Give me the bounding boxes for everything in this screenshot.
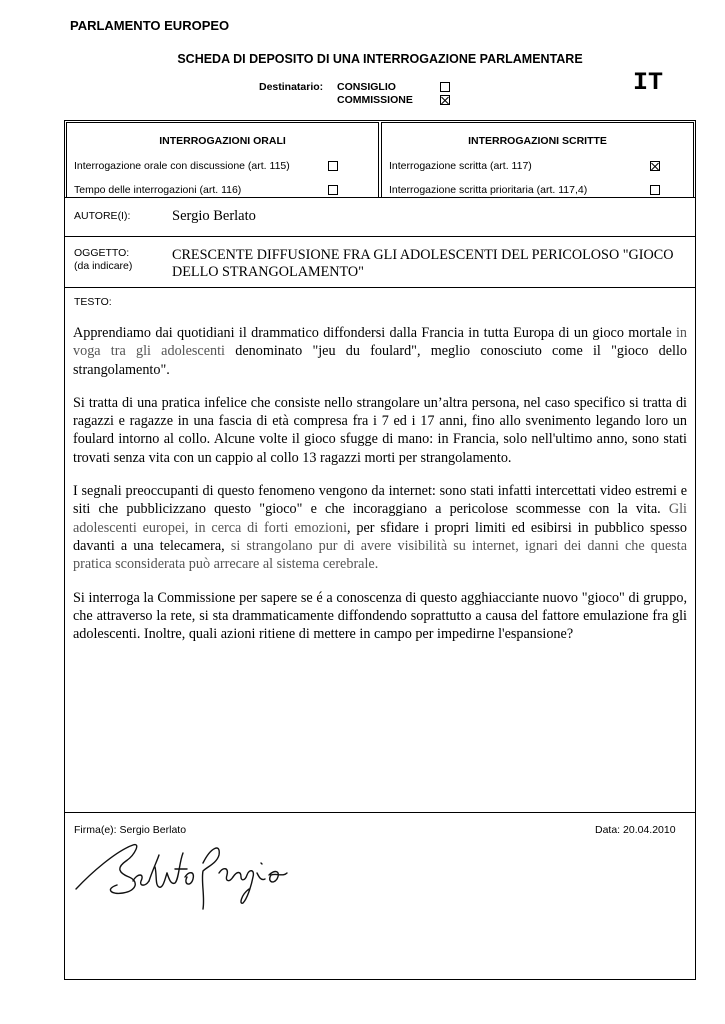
question-body: [73, 324, 687, 658]
paragraph-2: Si tratta di una pratica infelice che consiste nello strangolare un’altra persona, nel caso specifico si tratta di ragazzi e ragazze in una fascia di età compresa fra i 7 ed i 17 anni, fino allo svenimento legando loro un foulard intorno al collo. Alcune volte il gioco sfugge di mano: in Francia, solo nell'ultimo anno, sono stati trovati senza vita con un cappio al collo 13 ragazzi morti per strangolamento.: [73, 394, 687, 466]
oral-questions-title: INTERROGAZIONI ORALI: [159, 135, 286, 147]
subject-label: OGGETTO:: [74, 247, 130, 259]
written-questions-title: INTERROGAZIONI SCRITTE: [468, 135, 607, 147]
oral-item-discussion-label: Interrogazione orale con discussione (art. 115): [74, 160, 290, 172]
paragraph-1-part-a: Apprendiamo dai quotidiani il drammatico diffondersi dalla Francia in tutta Europa di un gioco mortale: [73, 325, 676, 341]
date-label: Data: 20.04.2010: [595, 824, 676, 836]
oral-item-discussion-checkbox[interactable]: [328, 161, 338, 171]
written-item-standard-checkbox[interactable]: [650, 161, 660, 171]
author-label: AUTORE(I):: [74, 210, 131, 222]
subject-note: (da indicare): [74, 260, 133, 272]
author-value: Sergio Berlato: [172, 208, 256, 224]
recipient-commissione-label: COMMISSIONE: [337, 94, 413, 106]
signature-section: [64, 812, 696, 980]
written-questions-panel: [381, 122, 694, 198]
paragraph-1-part-c: denominato "jeu du foulard", meglio conosciuto come il "gioco dello strangolamento".: [73, 343, 687, 378]
paragraph-3-part-d: si strangolano pur di avere visibilità su internet, ignari dei danni che questa pratica sconsiderata può arrecare al sistema cerebrale.: [73, 537, 688, 573]
subject-value: CRESCENTE DIFFUSIONE FRA GLI ADOLESCENTI DEL PERICOLOSO "GIOCO DELLO STRANGOLAMENTO": [172, 247, 674, 280]
form-title: SCHEDA DI DEPOSITO DI UNA INTERROGAZIONE PARLAMENTARE: [177, 52, 583, 66]
oral-item-question-time-checkbox[interactable]: [328, 185, 338, 195]
paragraph-3-part-b: Gli adolescenti europei, in cerca di forti emozioni: [73, 501, 687, 536]
handwritten-signature: [71, 833, 321, 913]
paragraph-1: [73, 324, 687, 379]
text-label: TESTO:: [74, 296, 112, 308]
organization-title: PARLAMENTO EUROPEO: [70, 18, 230, 33]
recipient-consiglio-label: CONSIGLIO: [337, 81, 396, 93]
paragraph-3-part-c: , per sfidare i propri limiti ed esibirsi in pubblico spesso davanti a una telecamera,: [73, 519, 687, 554]
written-item-priority-checkbox[interactable]: [650, 185, 660, 195]
oral-questions-panel: [66, 122, 379, 198]
recipient-commissione-checkbox[interactable]: [440, 95, 450, 105]
paragraph-3-part-a: I segnali preoccupanti di questo fenomeno vengono da internet: sono stati infatti intercettati video estremi e siti che pubblicizzano questo "gioco" e che incoraggiano a pericolose scommesse con la vita.: [73, 483, 687, 518]
written-item-standard-label: Interrogazione scritta (art. 117): [389, 160, 532, 172]
paragraph-3: [73, 482, 687, 573]
recipient-label: Destinatario:: [259, 81, 324, 93]
recipient-consiglio-checkbox[interactable]: [440, 82, 450, 92]
written-item-priority-label: Interrogazione scritta prioritaria (art. 117,4): [389, 184, 588, 196]
signature-label: Firma(e): Sergio Berlato: [74, 824, 187, 836]
language-code: IT: [633, 68, 664, 97]
author-row: [64, 197, 696, 237]
paragraph-4: Si interroga la Commissione per sapere se é a conoscenza di questo agghiacciante nuovo "gioco" di gruppo, che attraverso la rete, si sta drammaticamente diffondendo soprattutto a causa del fattore emulazione fra gli adolescenti. Inoltre, quali azioni ritiene di mettere in campo per impedirne l'espansione?: [73, 589, 687, 643]
paragraph-1-part-b: in voga tra gli adolescenti: [73, 325, 687, 360]
subject-row: [64, 236, 696, 288]
oral-item-question-time-label: Tempo delle interrogazioni (art. 116): [74, 184, 242, 196]
